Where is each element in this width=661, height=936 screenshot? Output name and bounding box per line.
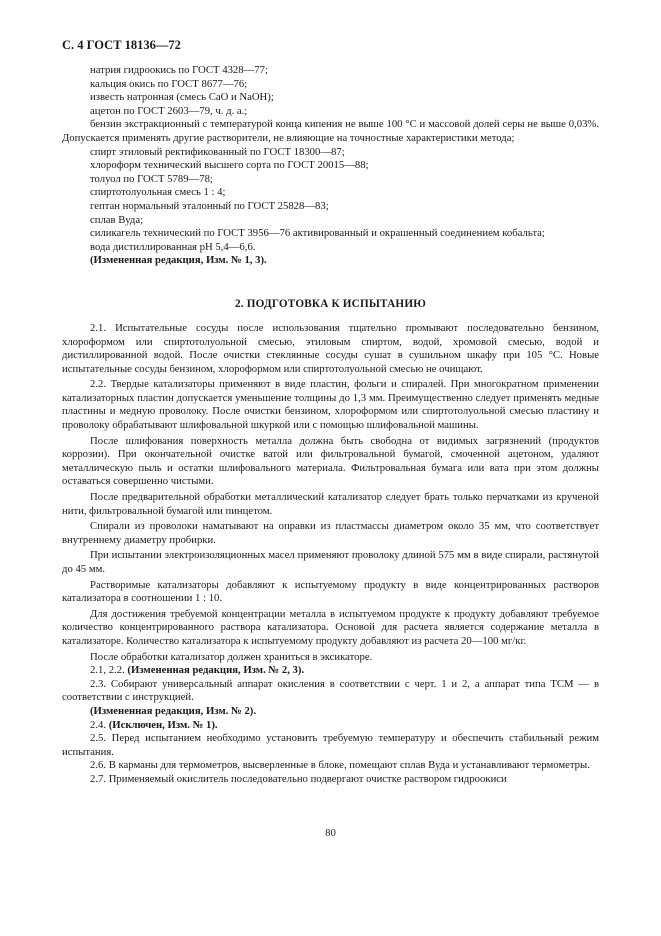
- reagent-item: бензин экстракционный с температурой конца кипения не выше 100 °С и массовой долей серы не выше 0,03%. Допускается применять другие растворители, не влияющие на точностные характеристики метода;: [62, 118, 599, 144]
- reagent-item: кальция окись по ГОСТ 8677—76;: [90, 77, 248, 90]
- paragraph: После шлифования поверхность металла должна быть свободна от видимых загрязнений (продуктов коррозии). При окончательной очистке ватой или фильтровальной бумагой, смоченной ацетоном, удаляют металлическую пыль и остатки шлифовального материала. Фильтровальная бумага или вата при этом должны оставаться совершенно чистыми.: [62, 434, 599, 488]
- reagent-item: вода дистиллированная pH 5,4—6,6.: [90, 240, 256, 253]
- section-title: 2. ПОДГОТОВКА К ИСПЫТАНИЮ: [234, 297, 427, 310]
- paragraph: После предварительной обработки металлический катализатор следует брать только перчатками из крученой нити, фильтровальной бумагой или пинцетом.: [62, 491, 599, 517]
- reagent-item: натрия гидроокись по ГОСТ 4328—77;: [90, 64, 268, 76]
- reagent-item: спиртотолуольная смесь 1 : 4;: [90, 186, 226, 199]
- reagent-item: сплав Вуда;: [90, 213, 144, 226]
- reagent-item: толуол по ГОСТ 5789—78;: [90, 172, 213, 185]
- reagent-list: [62, 64, 599, 268]
- page-number: 80: [325, 827, 336, 839]
- reagent-item: хлороформ технический высшего сорта по ГОСТ 20015—88;: [90, 159, 369, 172]
- reagent-item: ацетон по ГОСТ 2603—79, ч. д. а.;: [90, 104, 248, 117]
- paragraph: Растворимые катализаторы добавляют к испытуемому продукту в виде концентрированных растворов катализатора в соотношении 1 : 10.: [62, 578, 599, 605]
- excluded-ref: 2.4.: [90, 718, 107, 731]
- revision-ref: 2.1, 2.2.: [90, 664, 125, 677]
- paragraph: 2.5. Перед испытанием необходимо установить требуемую температуру и обеспечить стабильный режим испытания.: [62, 732, 599, 758]
- excluded-text: (Исключен, Изм. № 1).: [108, 718, 218, 731]
- paragraph: Спирали из проволоки наматывают на оправки из пластмассы диаметром около 35 мм, что соответствует внутреннему диаметру пробирки.: [62, 520, 599, 546]
- reagent-item: известь натронная (смесь CaO и NaOH);: [90, 91, 274, 104]
- reagent-item: спирт этиловый ректификованный по ГОСТ 18300—87;: [90, 145, 345, 158]
- excluded-note: [62, 719, 599, 733]
- paragraph: Для достижения требуемой концентрации металла в испытуемом продукте к продукту добавляют требуемое количество концентрированного раствора катализатора. Основой для расчета является содержание металла в катализаторе. Количество катализатора к испытуемому продукту добавляют из расчета 20—100 мг/кг.: [62, 607, 599, 647]
- paragraph: 2.1. Испытательные сосуды после использования тщательно промывают последовательно бензином, хлороформом или спиртотолуольной смесью, этиловым спиртом, водой, хромовой смесью, водой и дистиллированной водой. После очистки стеклянные сосуды сушат в сушильном шкафу при 105 °С. Новые испытательные сосуды бензином, хлороформом или спиртотолуольной смесью не очищают.: [62, 321, 599, 375]
- revision-note: (Измененная редакция, Изм. № 2).: [90, 704, 257, 717]
- paragraph: 2.6. В карманы для термометров, высверленные в блоке, помещают сплав Вуда и устанавливают термометры.: [90, 759, 590, 772]
- section-body: [62, 322, 599, 787]
- page-header: С. 4 ГОСТ 18136—72: [62, 38, 181, 52]
- revision-note: [62, 664, 599, 678]
- paragraph: 2.3. Собирают универсальный аппарат окисления в соответствии с черт. 1 и 2, а аппарат типа ТСМ — в соответствии с инструкцией.: [62, 677, 599, 704]
- paragraph: После обработки катализатор должен храниться в эксикаторе.: [90, 650, 373, 663]
- revision-text: (Измененная редакция, Изм. № 2, 3).: [127, 664, 305, 677]
- paragraph: 2.7. Применяемый окислитель последовательно подвергают очистке раствором гидроокиси: [90, 772, 507, 785]
- paragraph: 2.2. Твердые катализаторы применяют в виде пластин, фольги и спиралей. При многократном применении катализаторных пластин допускается уменьшение толщины до 1,3 мм. Преимущественно следует применять медные пластины и медную проволоку. После очистки бензином, хлороформом или спиртотолуольной смесью пластину и проволоку обрабатывают шлифовальной шкуркой или с помощью шлифовальной машины.: [62, 378, 599, 432]
- paragraph: При испытании электроизоляционных масел применяют проволоку длиной 575 мм в виде спирали, растянутой до 45 мм.: [62, 549, 599, 575]
- reagent-item: гептан нормальный эталонный по ГОСТ 25828—83;: [90, 199, 329, 212]
- revision-note: (Измененная редакция, Изм. № 1, 3).: [90, 254, 267, 267]
- reagent-item: силикагель технический по ГОСТ 3956—76 активированный и окрашенный соединением кобальта;: [90, 227, 545, 240]
